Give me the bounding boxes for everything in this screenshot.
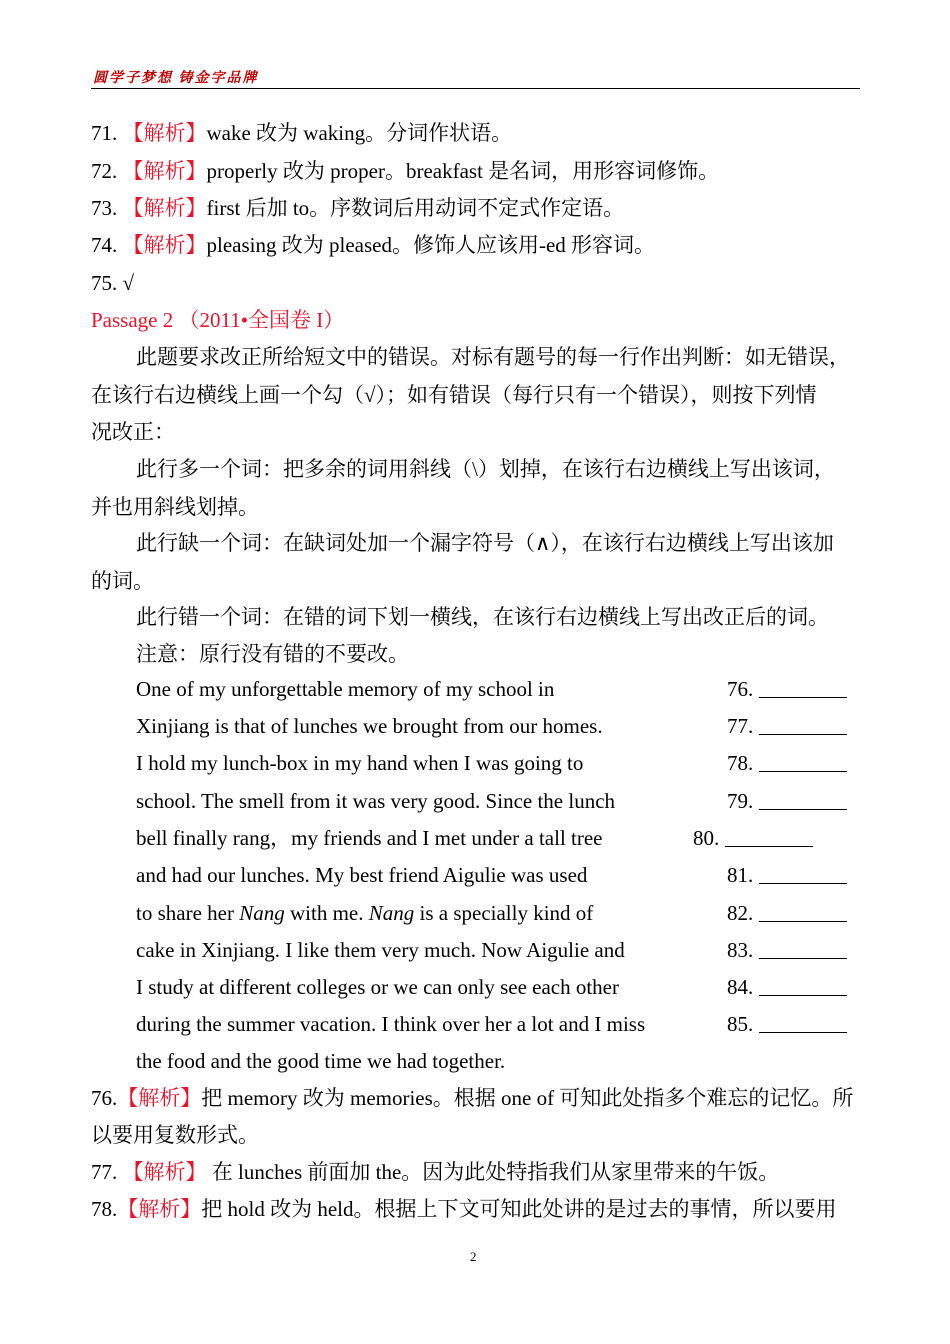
instruction-line: 在该行右边横线上画一个勾（√）；如有错误（每行只有一个错误），则按下列情 xyxy=(91,383,817,407)
instruction-line: 此题要求改正所给短文中的错误。对标有题号的每一行作出判断：如无错误， xyxy=(136,345,850,369)
passage-line: the food and the good time we had together. xyxy=(136,1049,506,1073)
passage-line: to share her Nang with me. Nang is a specially kind of xyxy=(136,901,594,925)
item-72: 72. 【解析】properly 改为 proper。breakfast 是名词，用形容词修饰。 xyxy=(91,159,720,183)
item-73: 73. 【解析】first 后加 to。序数词后用动词不定式作定语。 xyxy=(91,196,625,220)
page-header xyxy=(91,66,860,89)
answer-blank-81: 81. xyxy=(727,862,847,888)
answer-blank-82: 82. xyxy=(727,900,847,926)
item-75: 75. √ xyxy=(91,271,135,295)
explanation-78: 78.【解析】把 hold 改为 held。根据上下文可知此处讲的是过去的事情，所以要用 xyxy=(91,1197,837,1221)
item-74: 74. 【解析】pleasing 改为 pleased。修饰人应该用-ed 形容词。 xyxy=(91,233,656,257)
passage-line: cake in Xinjiang. I like them very much. Now Aigulie and xyxy=(136,938,625,962)
instruction-line: 的词。 xyxy=(91,569,154,593)
item-71: 71. 【解析】wake 改为 waking。分词作状语。 xyxy=(91,121,513,145)
instruction-line: 况改正： xyxy=(91,420,175,444)
header-brand-text: 圆学子梦想 铸金字品牌 xyxy=(93,71,259,86)
passage-line: and had our lunches. My best friend Aigulie was used xyxy=(136,863,588,887)
answer-blank-76: 76. xyxy=(727,676,847,702)
passage-line: Xinjiang is that of lunches we brought from our homes. xyxy=(136,714,603,738)
answer-blank-79: 79. xyxy=(727,788,847,814)
answer-blank-84: 84. xyxy=(727,974,847,1000)
passage-line: during the summer vacation. I think over her a lot and I miss xyxy=(136,1012,646,1036)
passage-title: Passage 2 （2011•全国卷 I） xyxy=(91,308,345,332)
answer-blank-83: 83. xyxy=(727,937,847,963)
instruction-note: 注意：原行没有错的不要改。 xyxy=(136,642,409,666)
instruction-line: 此行多一个词：把多余的词用斜线（\）划掉，在该行右边横线上写出该词， xyxy=(136,457,835,481)
answer-blank-80: 80. xyxy=(693,825,813,851)
instruction-line: 此行错一个词：在错的词下划一横线，在该行右边横线上写出改正后的词。 xyxy=(136,605,829,629)
explanation-76-cont: 以要用复数形式。 xyxy=(91,1123,259,1147)
passage-line: bell finally rang，my friends and I met under a tall tree xyxy=(136,826,603,850)
instruction-line: 此行缺一个词：在缺词处加一个漏字符号（∧），在该行右边横线上写出该加 xyxy=(136,531,834,555)
answer-blank-77: 77. xyxy=(727,713,847,739)
explanation-77: 77. 【解析】 在 lunches 前面加 the。因为此处特指我们从家里带来的午饭。 xyxy=(91,1160,780,1184)
instruction-line: 并也用斜线划掉。 xyxy=(91,495,259,519)
answer-blank-78: 78. xyxy=(727,750,847,776)
answer-blank-85: 85. xyxy=(727,1011,847,1037)
passage-line: I study at different colleges or we can only see each other xyxy=(136,975,619,999)
page-number: 2 xyxy=(470,1249,477,1264)
passage-line: school. The smell from it was very good. Since the lunch xyxy=(136,789,616,813)
passage-line: One of my unforgettable memory of my school in xyxy=(136,677,555,701)
passage-line: I hold my lunch-box in my hand when I was going to xyxy=(136,751,584,775)
explanation-76: 76.【解析】把 memory 改为 memories。根据 one of 可知此处指多个难忘的记忆。所 xyxy=(91,1086,854,1110)
